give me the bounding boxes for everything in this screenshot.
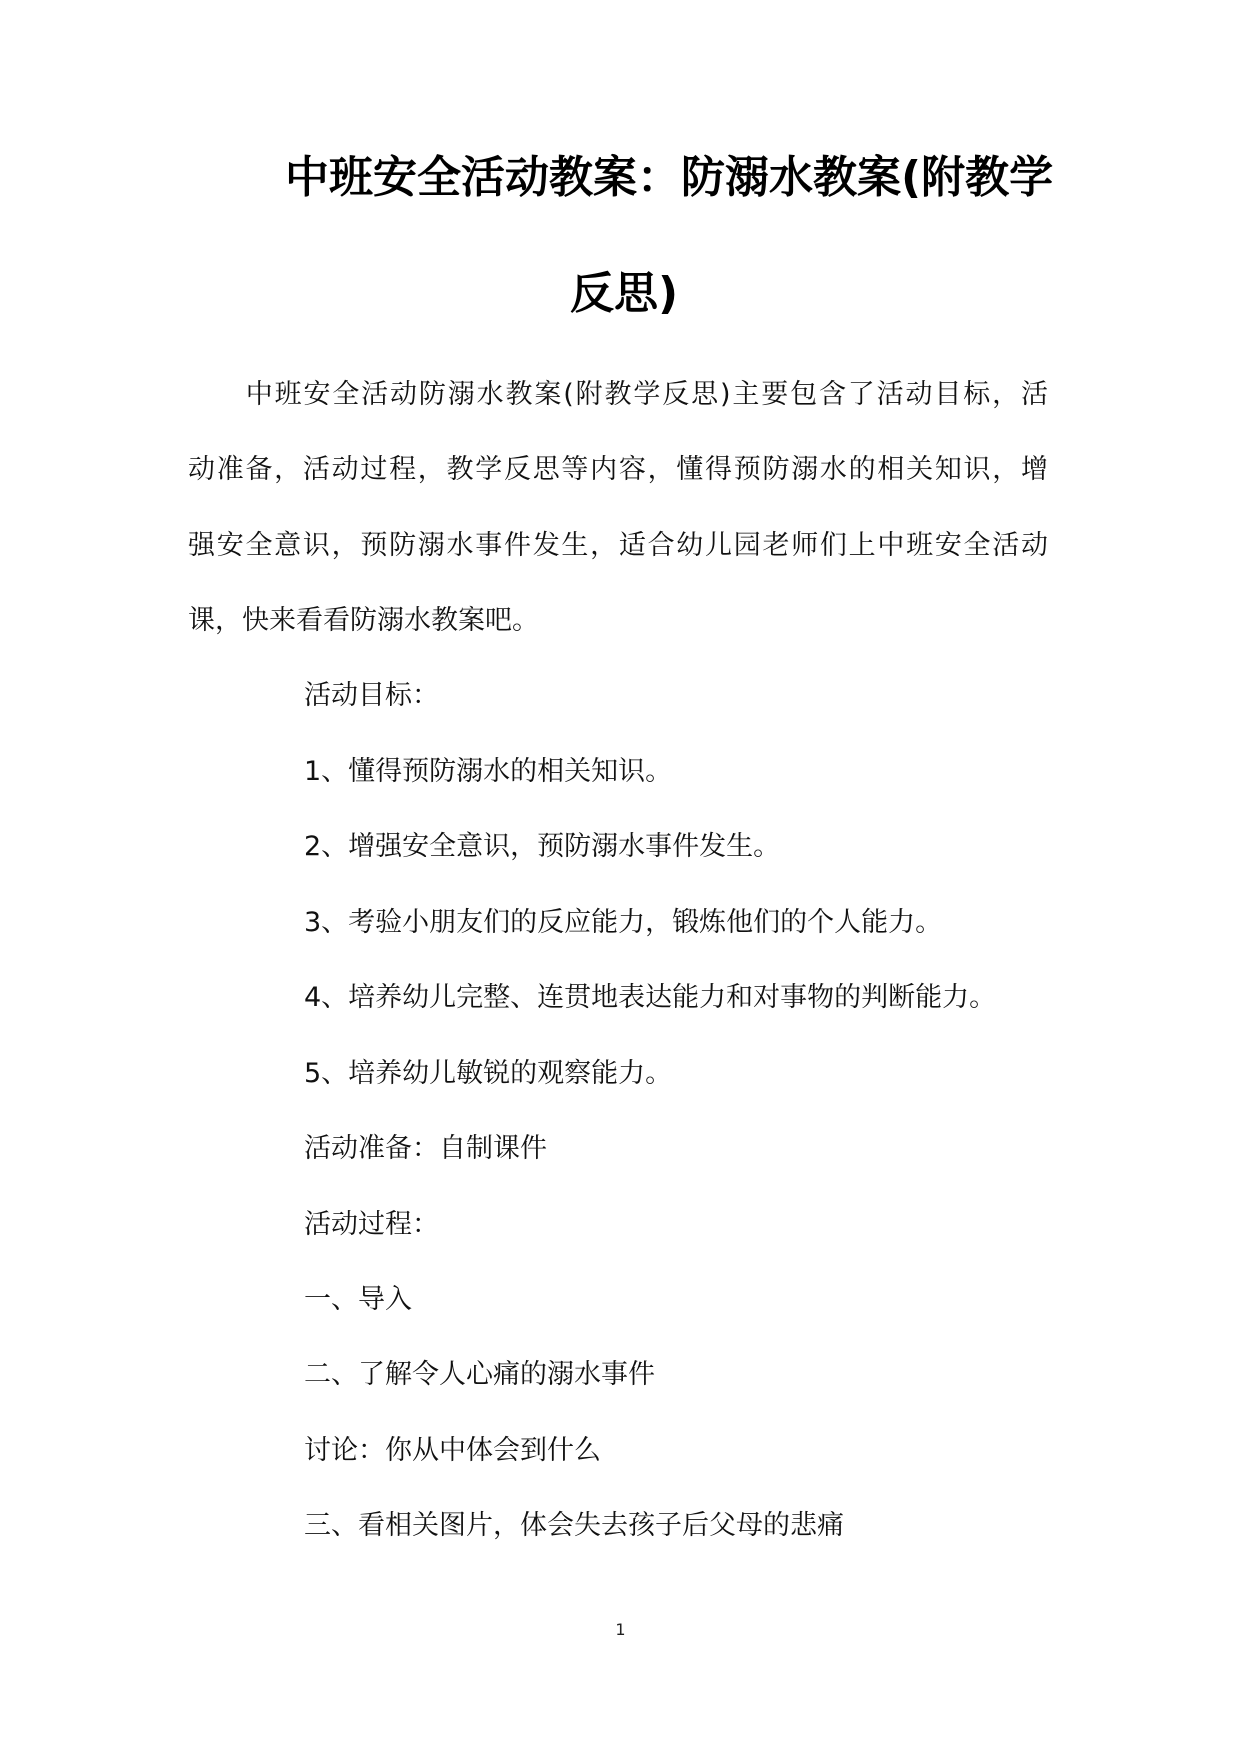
section-heading-preparation: 活动准备：自制课件 <box>304 1133 547 1164</box>
goal-item: 5、培养幼儿敏锐的观察能力。 <box>304 1058 673 1089</box>
intro-paragraph-line: 强安全意识，预防溺水事件发生，适合幼儿园老师们上中班安全活动 <box>188 530 1048 561</box>
goal-item: 2、增强安全意识，预防溺水事件发生。 <box>304 831 781 862</box>
page-number: 1 <box>615 1620 626 1639</box>
intro-paragraph-line: 中班安全活动防溺水教案(附教学反思)主要包含了活动目标，活 <box>188 379 1048 410</box>
process-step: 三、看相关图片，体会失去孩子后父母的悲痛 <box>304 1510 844 1541</box>
document-title-line-2: 反思) <box>570 268 679 319</box>
process-step: 二、了解令人心痛的溺水事件 <box>304 1359 655 1390</box>
goal-item: 3、考验小朋友们的反应能力，锻炼他们的个人能力。 <box>304 907 943 938</box>
section-heading-process: 活动过程： <box>304 1209 439 1240</box>
process-discussion: 讨论：你从中体会到什么 <box>304 1435 601 1466</box>
process-step: 一、导入 <box>304 1284 412 1315</box>
intro-paragraph-line: 动准备，活动过程，教学反思等内容，懂得预防溺水的相关知识，增 <box>188 454 1048 485</box>
intro-paragraph-line: 课，快来看看防溺水教案吧。 <box>188 605 539 636</box>
goal-item: 1、懂得预防溺水的相关知识。 <box>304 756 673 787</box>
document-title-line-1: 中班安全活动教案：防溺水教案(附教学 <box>285 152 1054 203</box>
goal-item: 4、培养幼儿完整、连贯地表达能力和对事物的判断能力。 <box>304 982 997 1013</box>
section-heading-goals: 活动目标： <box>304 680 439 711</box>
